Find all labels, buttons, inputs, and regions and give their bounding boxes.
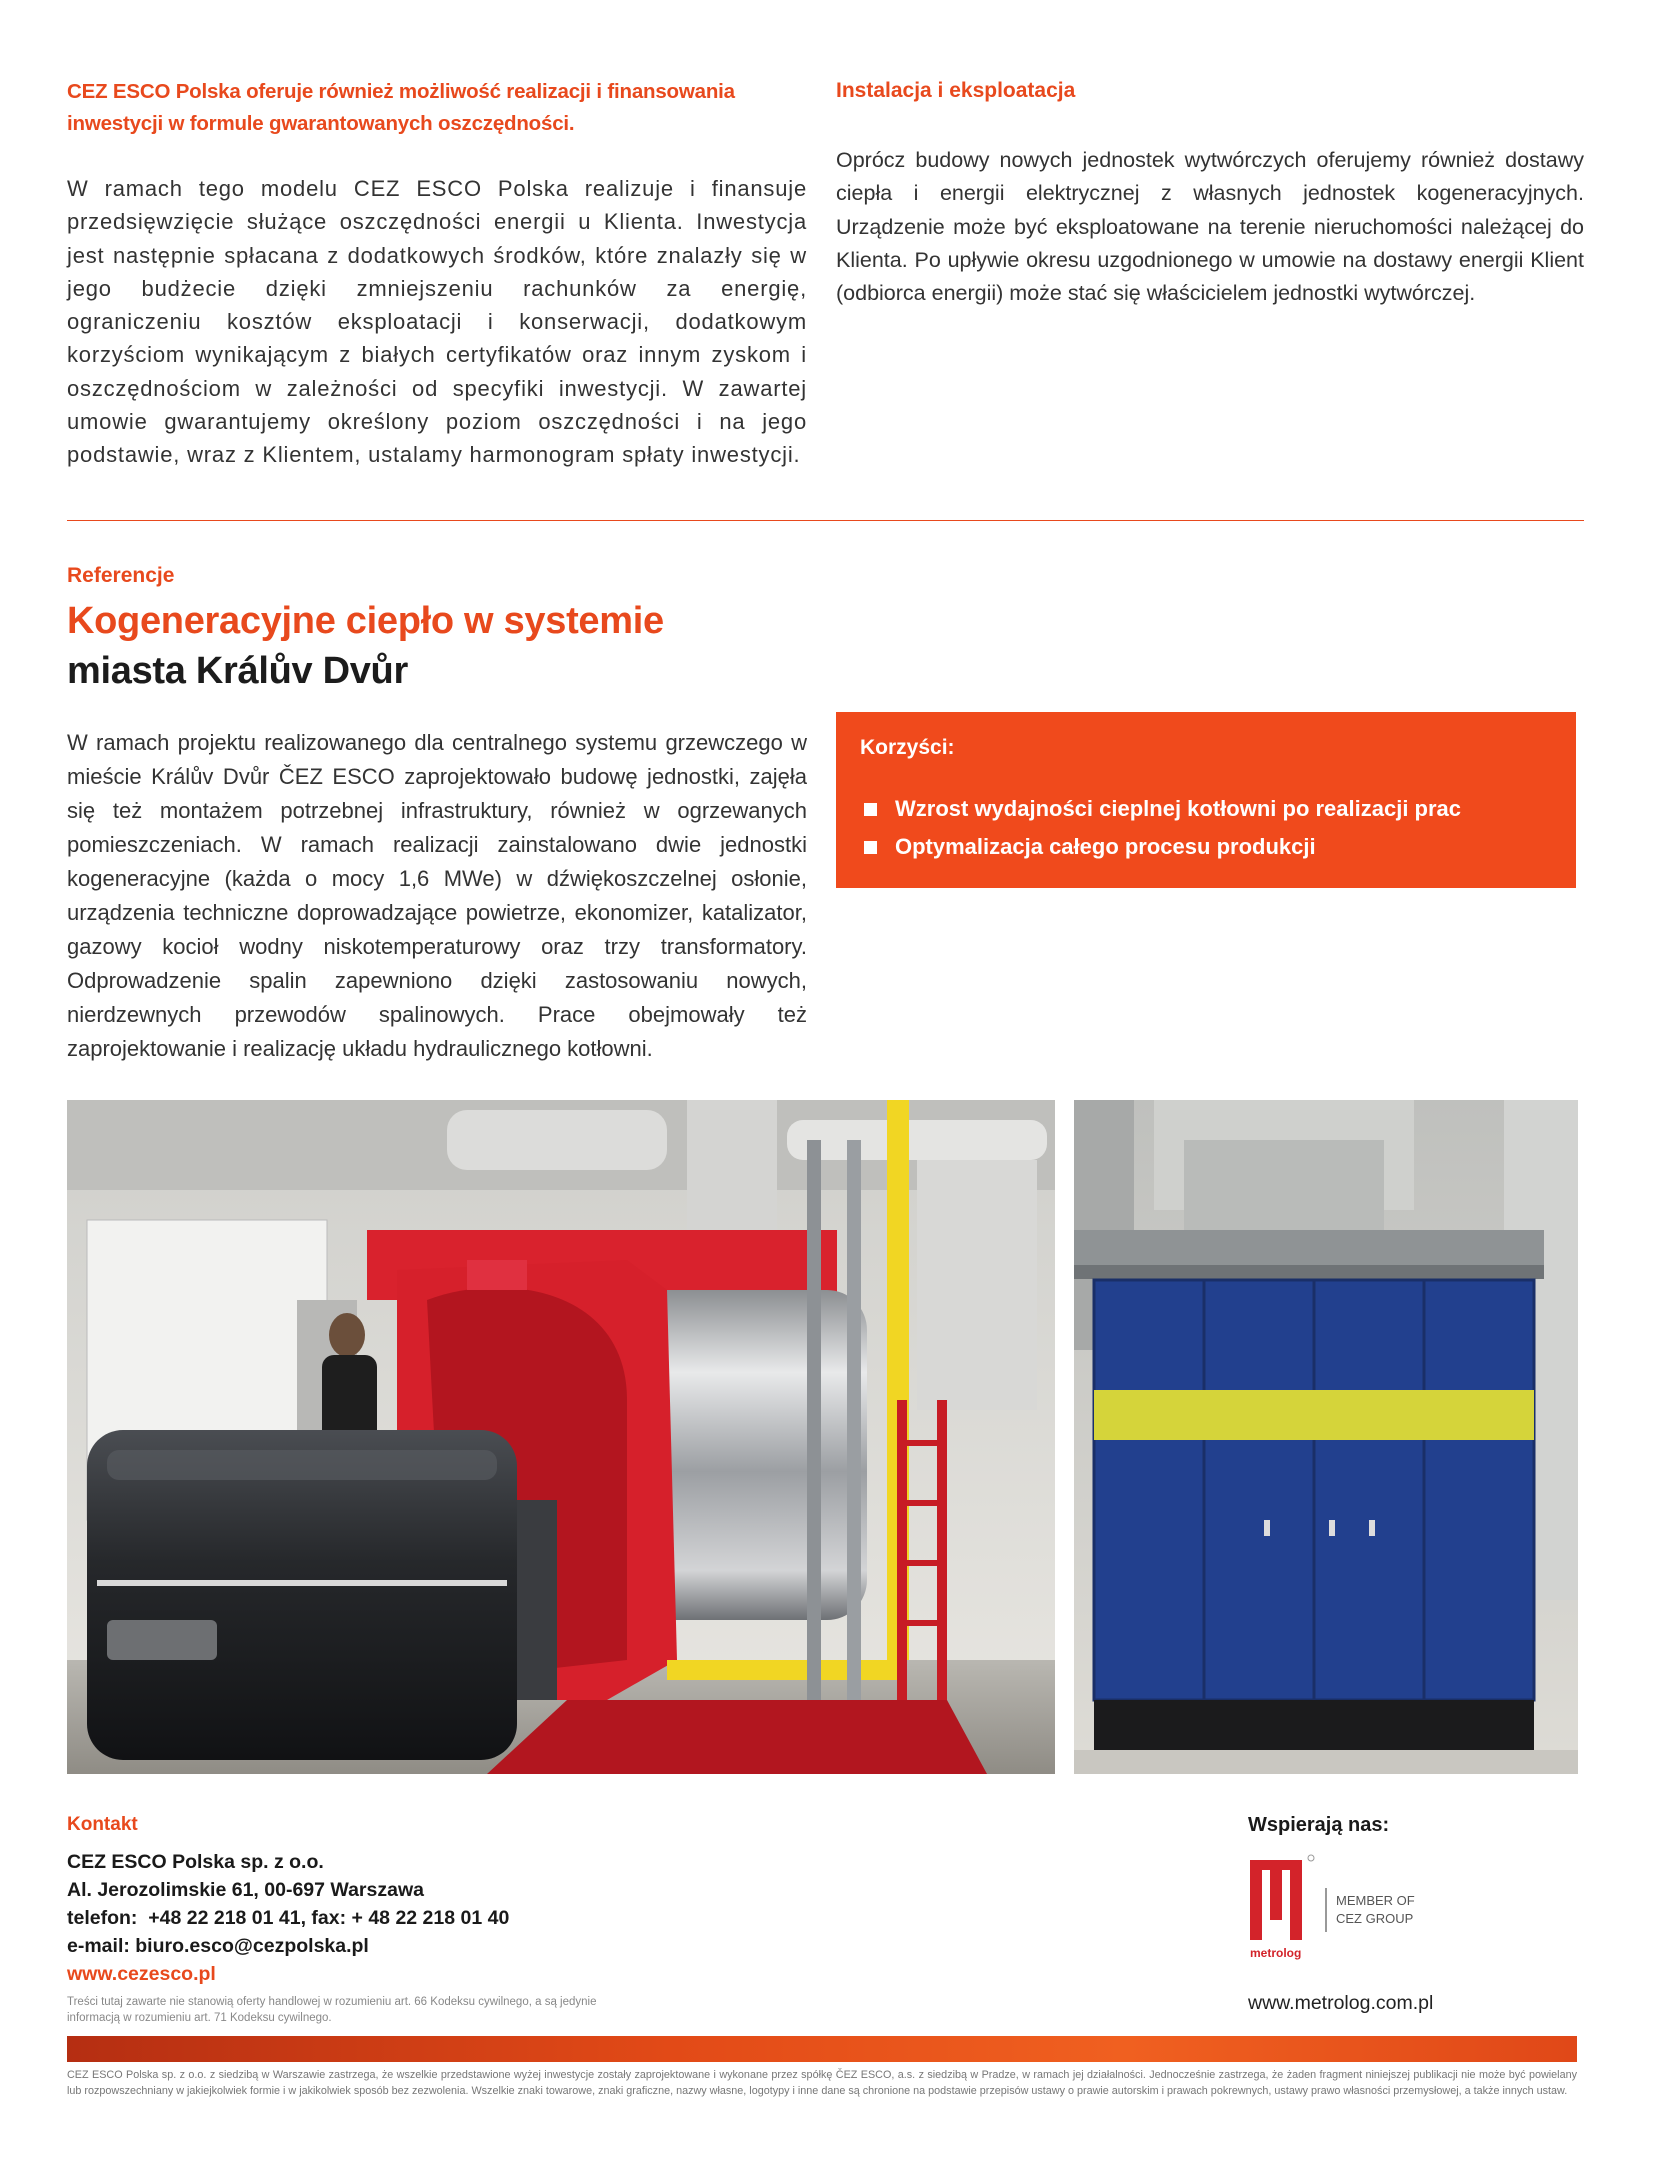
- cogeneration-unit-photo: [1074, 1100, 1578, 1774]
- member-of-group: MEMBER OF CEZ GROUP: [1336, 1893, 1415, 1926]
- contact-block: [67, 1848, 509, 1988]
- boiler-photo: [67, 1100, 1055, 1774]
- metrolog-website-link[interactable]: www.metrolog.com.pl: [1248, 1992, 1434, 2014]
- square-bullet-icon: [864, 803, 877, 816]
- section-divider: [67, 520, 1584, 521]
- benefits-box: [836, 712, 1576, 888]
- email[interactable]: e-mail: biuro.esco@cezpolska.pl: [67, 1935, 369, 1957]
- intro-column: [67, 76, 807, 472]
- phone: telefon: +48 22 218 01 41, fax: + 48 22 218 01 40: [67, 1907, 510, 1929]
- contact-label: Kontakt: [67, 1814, 138, 1835]
- benefit-item: Optymalizacja całego procesu produkcji: [860, 828, 1552, 866]
- intro-lead: CEZ ESCO Polska oferuje również możliwość realizacji i finansowania inwestycji w formule gwarantowanych oszczędności.: [67, 80, 735, 135]
- metrolog-wordmark: metrolog: [1250, 1946, 1302, 1960]
- website-link[interactable]: www.cezesco.pl: [67, 1963, 216, 1985]
- reference-label: Referencje: [67, 564, 175, 587]
- member-divider: [1325, 1888, 1327, 1932]
- reference-title-line2: miasta Králův Dvůr: [67, 650, 408, 692]
- installation-column: [836, 76, 1584, 310]
- contact-disclaimer: Treści tutaj zawarte nie stanowią oferty handlowej w rozumieniu art. 66 Kodeksu cywilnego, a są jedynie informacją w rozumieniu art. 71 Kodeksu cywilnego.: [67, 1996, 597, 2024]
- support-label: Wspierają nas:: [1248, 1814, 1390, 1836]
- reference-title-line1: Kogeneracyjne ciepło w systemie: [67, 600, 664, 642]
- footer-bar: [67, 2036, 1577, 2062]
- reference-body: W ramach projektu realizowanego dla centralnego systemu grzewczego w mieście Králův Dvůr ČEZ ESCO zaprojektowało budowę jednostki, zajęła się też montażem potrzebnej infrastruktury, również w ogrzewanych pomieszczeniach. W ramach realizacji zainstalowano dwie jednostki kogeneracyjne (każda o mocy 1,6 MWe) w dźwiękoszczelnej osłonie, urządzenia techniczne doprowadzające powietrze, ekonomizer, katalizator, gazowy kocioł wodny niskotemperaturowy oraz trzy transformatory. Odprowadzenie spalin zapewniono dzięki zastosowaniu nowych, nierdzewnych przewodów spalinowych. Prace obejmowały też zaprojektowanie i realizację układu hydraulicznego kotłowni.: [67, 730, 807, 1061]
- benefits-list: [860, 790, 1552, 866]
- footer-legal-text: CEZ ESCO Polska sp. z o.o. z siedzibą w Warszawie zastrzega, że wszelkie przedstawione wyżej inwestycje zostały zaprojektowane i wykonane przez spółkę ČEZ ESCO, a.s. z siedzibą w Pradze, w ramach jej działalności. Jednocześnie zastrzega, że żaden fragment niniejszej publikacji nie może być powielany lub rozpowszechniany w jakiejkolwiek formie i w jakikolwiek sposób bez zezwolenia. Wszelkie znaki towarowe, znaki graficzne, nazwy własne, logotypy i inne dane są chronione na podstawie przepisów ustawy o prawie autorskim i prawach pokrewnych, ustawy prawo własności przemysłowej, a także innych ustaw.: [67, 2069, 1577, 2097]
- installation-body: Oprócz budowy nowych jednostek wytwórczych oferujemy również dostawy ciepła i energii elektrycznej z własnych jednostek kogeneracyjnych. Urządzenie może być eksploatowane na terenie nieruchomości należącej do Klienta. Po upływie okresu uzgodnionego w umowie na dostawy energii Klient (odbiorca energii) może stać się właścicielem jednostki wytwórczej.: [836, 148, 1584, 306]
- benefit-item: Wzrost wydajności cieplnej kotłowni po realizacji prac: [860, 790, 1552, 828]
- installation-heading: Instalacja i eksploatacja: [836, 79, 1076, 102]
- benefits-title: Korzyści:: [860, 736, 955, 759]
- address: Al. Jerozolimskie 61, 00-697 Warszawa: [67, 1879, 424, 1901]
- square-bullet-icon: [864, 841, 877, 854]
- intro-body: W ramach tego modelu CEZ ESCO Polska realizuje i finansuje przedsięwzięcie służące oszczędności energii u Klienta. Inwestycja jest następnie spłacana z dodatkowych środków, które znalazły się w jego budżecie dzięki zmniejszeniu rachunków za energię, ograniczeniu kosztów eksploatacji i konserwacji, dodatkowym korzyściom wynikającym z białych certyfikatów oraz innym zyskom i oszczędnościom w zależności od specyfiki inwestycji. W zawartej umowie gwarantujemy określony poziom oszczędności i na jego podstawie, wraz z Klientem, ustalamy harmonogram spłaty inwestycji.: [67, 176, 807, 468]
- company-name: CEZ ESCO Polska sp. z o.o.: [67, 1851, 324, 1873]
